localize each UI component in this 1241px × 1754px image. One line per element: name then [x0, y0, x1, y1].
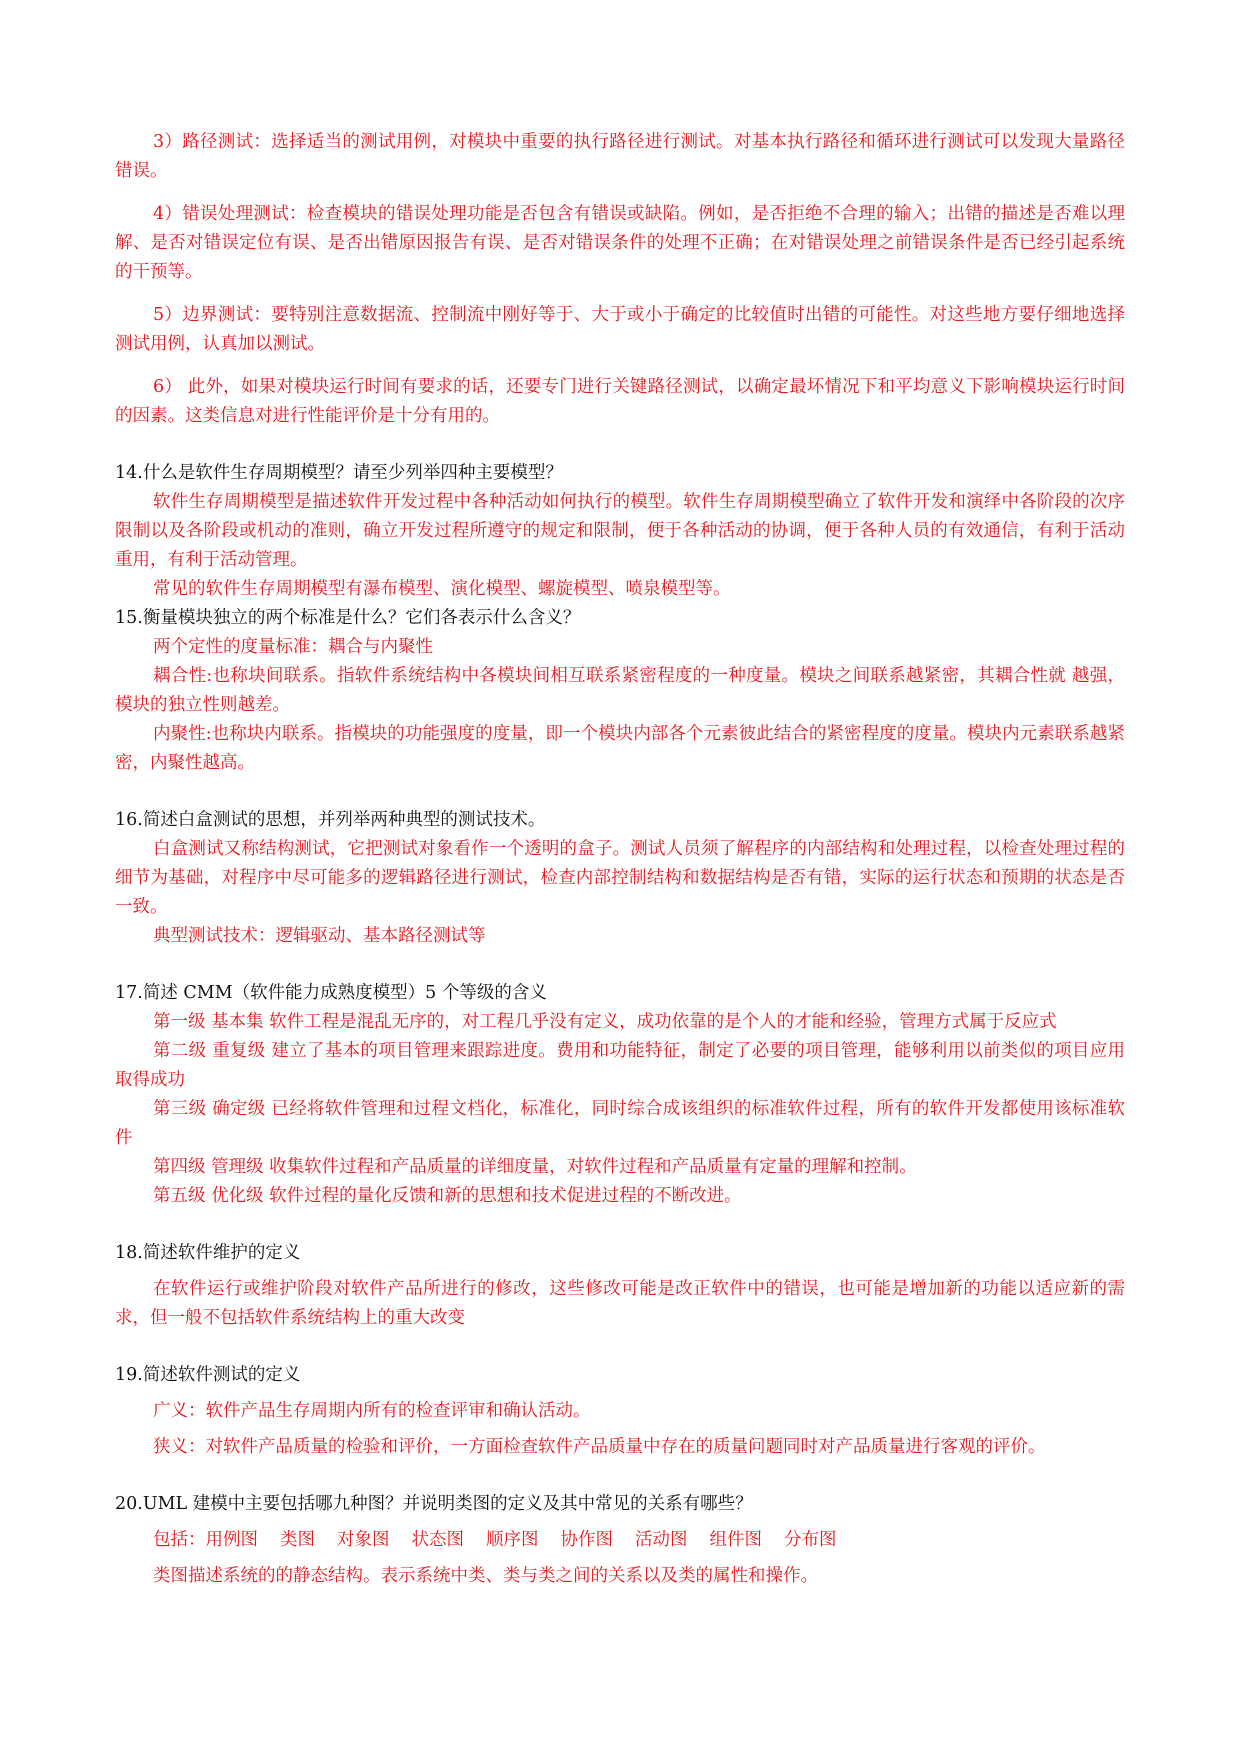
question-15-title: 15.衡量模块独立的两个标准是什么？它们各表示什么含义？	[115, 608, 581, 628]
uml-diagram-list-label: 包括：	[153, 1530, 206, 1550]
question-16-title: 16.简述白盒测试的思想，并列举两种典型的测试技术。	[115, 810, 546, 830]
question-14-answer: 常见的软件生存周期模型有瀑布模型、演化模型、螺旋模型、喷泉模型等。	[153, 579, 731, 599]
cmm-level-4: 第四级 管理级 收集软件过程和产品质量的详细度量，对软件过程和产品质量有定量的理解和控制。	[153, 1157, 917, 1177]
document-page	[115, 128, 1125, 1591]
question-17	[115, 979, 1125, 1211]
uml-diagram-list	[115, 1526, 1125, 1555]
question-15-answer: 两个定性的度量标准：耦合与内聚性	[153, 637, 433, 657]
question-16-answer: 白盒测试又称结构测试，它把测试对象看作一个透明的盒子。测试人员须了解程序的内部结构和处理过程，以检查处理过程的细节为基础，对程序中尽可能多的逻辑路径进行测试，检查内部控制结构和数据结构是否有错，实际的运行状态和预期的状态是否一致。	[115, 839, 1125, 917]
cmm-level-1: 第一级 基本集 软件工程是混乱无序的，对工程几乎没有定义，成功依靠的是个人的才能和经验，管理方式属于反应式	[153, 1012, 1057, 1032]
cmm-level-2: 第二级 重复级 建立了基本的项目管理来跟踪进度。费用和功能特征，制定了必要的项目管理，能够利用以前类似的项目应用取得成功	[115, 1041, 1125, 1090]
diagram-activity: 活动图	[635, 1530, 688, 1550]
question-15	[115, 604, 1125, 778]
diagram-component: 组件图	[709, 1530, 762, 1550]
question-19	[115, 1361, 1125, 1462]
question-20-title: 20.UML 建模中主要包括哪九种图？并说明类图的定义及其中常见的关系有哪些？	[115, 1494, 753, 1514]
question-20	[115, 1490, 1125, 1591]
class-diagram-definition: 类图描述系统的的静态结构。表示系统中类、类与类之间的关系以及类的属性和操作。	[153, 1566, 818, 1586]
diagram-state: 状态图	[411, 1530, 464, 1550]
diagram-class: 类图	[280, 1530, 315, 1550]
question-16-answer: 典型测试技术：逻辑驱动、基本路径测试等	[153, 926, 486, 946]
error-handling-test-item: 4）错误处理测试：检查模块的错误处理功能是否包含有错误或缺陷。例如，是否拒绝不合理的输入；出错的描述是否难以理解、是否对错误定位有误、是否出错原因报告有误、是否对错误条件的处理不正确；在对错误处理之前错误条件是否已经引起系统的干预等。	[115, 204, 1125, 282]
question-18	[115, 1239, 1125, 1333]
diagram-collaboration: 协作图	[560, 1530, 613, 1550]
question-17-title: 17.简述 CMM（软件能力成熟度模型）5 个等级的含义	[115, 983, 547, 1003]
diagram-object: 对象图	[337, 1530, 390, 1550]
critical-path-test-item: 6） 此外，如果对模块运行时间有要求的话，还要专门进行关键路径测试，以确定最坏情况下和平均意义下影响模块运行时间的因素。这类信息对进行性能评价是十分有用的。	[115, 377, 1125, 426]
cmm-level-5: 第五级 优化级 软件过程的量化反馈和新的思想和技术促进过程的不断改进。	[153, 1186, 742, 1206]
question-19-broad-definition: 广义：软件产品生存周期内所有的检查评审和确认活动。	[153, 1401, 591, 1421]
question-19-narrow-definition: 狭义：对软件产品质量的检验和评价，一方面检查软件产品质量中存在的质量问题同时对产品质量进行客观的评价。	[153, 1437, 1046, 1457]
diagram-deployment: 分布图	[784, 1530, 837, 1550]
diagram-sequence: 顺序图	[486, 1530, 539, 1550]
path-test-item: 3）路径测试：选择适当的测试用例，对模块中重要的执行路径进行测试。对基本执行路径和循环进行测试可以发现大量路径错误。	[115, 132, 1125, 181]
question-15-answer: 内聚性:也称块内联系。指模块的功能强度的度量，即一个模块内部各个元素彼此结合的紧密程度的度量。模块内元素联系越紧密，内聚性越高。	[115, 724, 1125, 773]
question-14-answer: 软件生存周期模型是描述软件开发过程中各种活动如何执行的模型。软件生存周期模型确立了软件开发和演绎中各阶段的次序限制以及各阶段或机动的准则，确立开发过程所遵守的规定和限制，便于各种活动的协调，便于各种人员的有效通信，有利于活动重用，有利于活动管理。	[115, 492, 1125, 570]
diagram-use-case: 用例图	[205, 1530, 258, 1550]
question-19-title: 19.简述软件测试的定义	[115, 1365, 301, 1385]
question-16	[115, 806, 1125, 951]
cmm-level-3: 第三级 确定级 已经将软件管理和过程文档化，标准化，同时综合成该组织的标准软件过程，所有的软件开发都使用该标准软件	[115, 1099, 1125, 1148]
question-14-title: 14.什么是软件生存周期模型？请至少列举四种主要模型？	[115, 463, 563, 483]
question-14	[115, 459, 1125, 604]
question-15-answer: 耦合性:也称块间联系。指软件系统结构中各模块间相互联系紧密程度的一种度量。模块之间联系越紧密，其耦合性就 越强，模块的独立性则越差。	[115, 666, 1125, 715]
question-18-title: 18.简述软件维护的定义	[115, 1243, 301, 1263]
boundary-test-item: 5）边界测试：要特别注意数据流、控制流中刚好等于、大于或小于确定的比较值时出错的可能性。对这些地方要仔细地选择测试用例，认真加以测试。	[115, 305, 1125, 354]
question-18-answer: 在软件运行或维护阶段对软件产品所进行的修改，这些修改可能是改正软件中的错误，也可能是增加新的功能以适应新的需求，但一般不包括软件系统结构上的重大改变	[115, 1279, 1125, 1328]
